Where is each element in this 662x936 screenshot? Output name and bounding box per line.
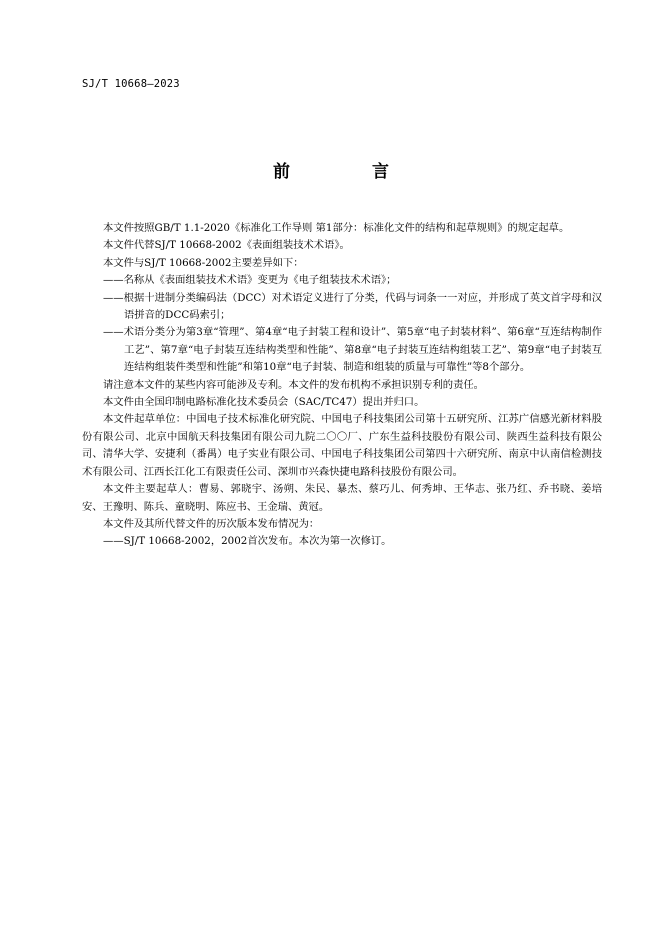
difference-item-dcc-classification: ——根据十进制分类编码法（DCC）对术语定义进行了分类，代码与词条一一对应，并形成了英文首字母和汉语拼音的DCC码索引； [103,291,602,322]
foreword-body [82,220,602,551]
difference-item-term-categories: ——术语分类分为第3章“管理”、第4章“电子封装工程和设计”、第5章“电子封装材料”、第6章“互连结构制作工艺”、第7章“电子封装互连结构类型和性能”、第8章“电子封装互连结构组装工艺”、第9章“电子封装互连结构组装件类型和性能”和第10章“电子封装、制造和组装的质量与可靠性”等8个部分。 [103,326,602,374]
version-history-item: ——SJ/T 10668-2002，2002首次发布。本次为第一次修订。 [103,535,392,548]
difference-item-name-change: ——名称从《表面组装技术术语》变更为《电子组装技术术语》； [103,274,397,287]
paragraph-proposed-by: 本文件由全国印制电路标准化技术委员会（SAC/TC47）提出并归口。 [103,396,425,409]
paragraph-version-history-intro: 本文件及其所代替文件的历次版本发布情况为： [103,517,320,530]
document-number: SJ/T 10668—2023 [82,78,180,90]
paragraph-patent-notice: 请注意本文件的某些内容可能涉及专利。本文件的发布机构不承担识别专利的责任。 [103,378,484,391]
paragraph-drafting-rules: 本文件按照GB/T 1.1-2020《标准化工作导则 第1部分：标准化文件的结构和起草规则》的规定起草。 [103,222,570,234]
paragraph-differences-intro: 本文件与SJ/T 10668-2002主要差异如下： [103,256,304,269]
paragraph-drafters: 本文件主要起草人：曹易、郭晓宇、汤朔、朱民、暴杰、蔡巧儿、何秀坤、王华志、张乃红、乔书晓、姜培安、王豫明、陈兵、童晓明、陈应书、王金瑞、黄冠。 [82,483,602,513]
paragraph-drafting-organizations: 本文件起草单位：中国电子技术标准化研究院、中国电子科技集团公司第十五研究所、江苏广信感光新材料股份有限公司、北京中国航天科技集团有限公司九院二〇〇厂、广东生益科技股份有限公司、陕西生益科技有限公司、清华大学、安捷利（番禺）电子实业有限公司、中国电子科技集团公司第四十六研究所、南京中认南信检测技术有限公司、江西长江化工有限责任公司、深圳市兴森快捷电路科技股份有限公司。 [82,413,602,478]
paragraph-replaces: 本文件代替SJ/T 10668-2002《表面组装技术术语》。 [103,239,350,252]
page-title: 前 言 [273,162,427,182]
